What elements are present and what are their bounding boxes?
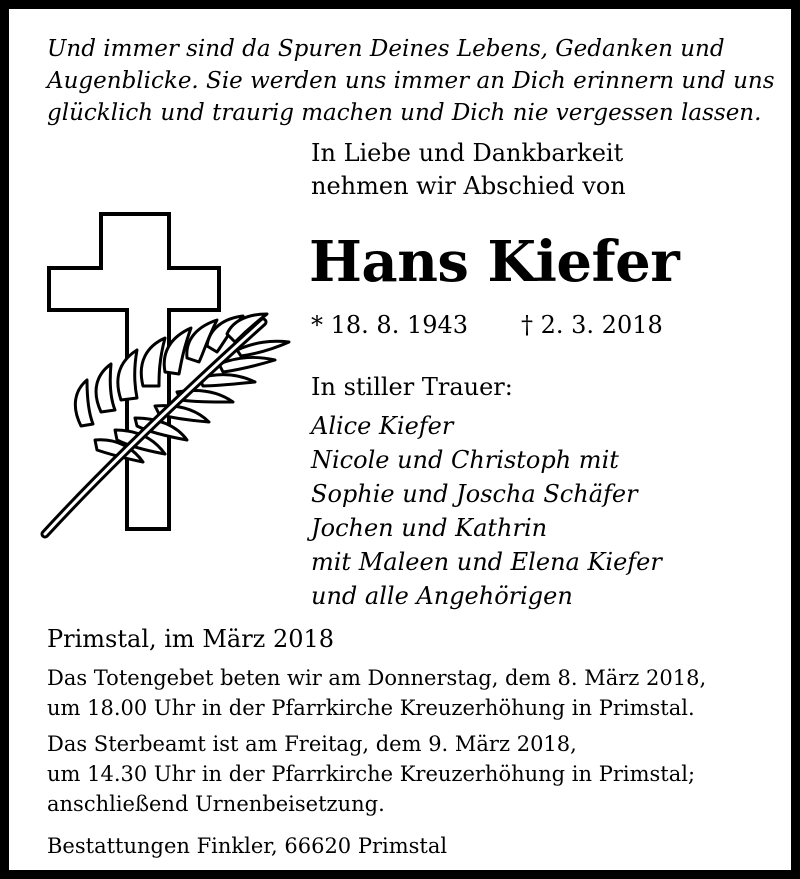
intro-line: nehmen wir Abschied von: [311, 172, 626, 200]
poem-line: Augenblicke. Sie werden uns immer an Dich erinnern und uns: [47, 68, 775, 94]
funeral-mass-info: [47, 729, 695, 819]
service-line: um 14.30 Uhr in der Pfarrkirche Kreuzerhöhung in Primstal;: [47, 762, 696, 786]
mourner-line: Sophie und Joscha Schäfer: [311, 480, 638, 508]
poem-line: Und immer sind da Spuren Deines Lebens, Gedanken und: [47, 36, 725, 62]
prayer-service-info: [47, 663, 706, 723]
farewell-intro: [311, 137, 626, 203]
cross-and-palm-emblem: [31, 204, 301, 544]
mourner-line: Nicole und Christoph mit: [311, 446, 619, 474]
mourner-line: und alle Angehörigen: [311, 582, 573, 610]
mourner-line: Jochen und Kathrin: [311, 514, 548, 542]
mourner-line: mit Maleen und Elena Kiefer: [311, 548, 662, 576]
service-line: Das Totengebet beten wir am Donnerstag, dem 8. März 2018,: [47, 666, 707, 690]
service-line: um 18.00 Uhr in der Pfarrkirche Kreuzerhöhung in Primstal.: [47, 696, 695, 720]
service-line: Das Sterbeamt ist am Freitag, dem 9. März 2018,: [47, 732, 577, 756]
birth-date: * 18. 8. 1943: [311, 311, 469, 339]
undertaker-info: Bestattungen Finkler, 66620 Primstal: [47, 834, 448, 858]
mourner-line: Alice Kiefer: [311, 412, 454, 440]
service-line: anschließend Urnenbeisetzung.: [47, 792, 385, 816]
memorial-poem: [47, 33, 775, 129]
place-and-date: Primstal, im März 2018: [47, 625, 335, 653]
mourning-label: In stiller Trauer:: [311, 373, 513, 401]
intro-line: In Liebe und Dankbarkeit: [311, 139, 624, 167]
poem-line: glücklich und traurig machen und Dich nie vergessen lassen.: [47, 100, 762, 126]
mourners-list: [311, 409, 662, 613]
deceased-name: Hans Kiefer: [309, 229, 680, 295]
death-date: † 2. 3. 2018: [521, 311, 663, 339]
